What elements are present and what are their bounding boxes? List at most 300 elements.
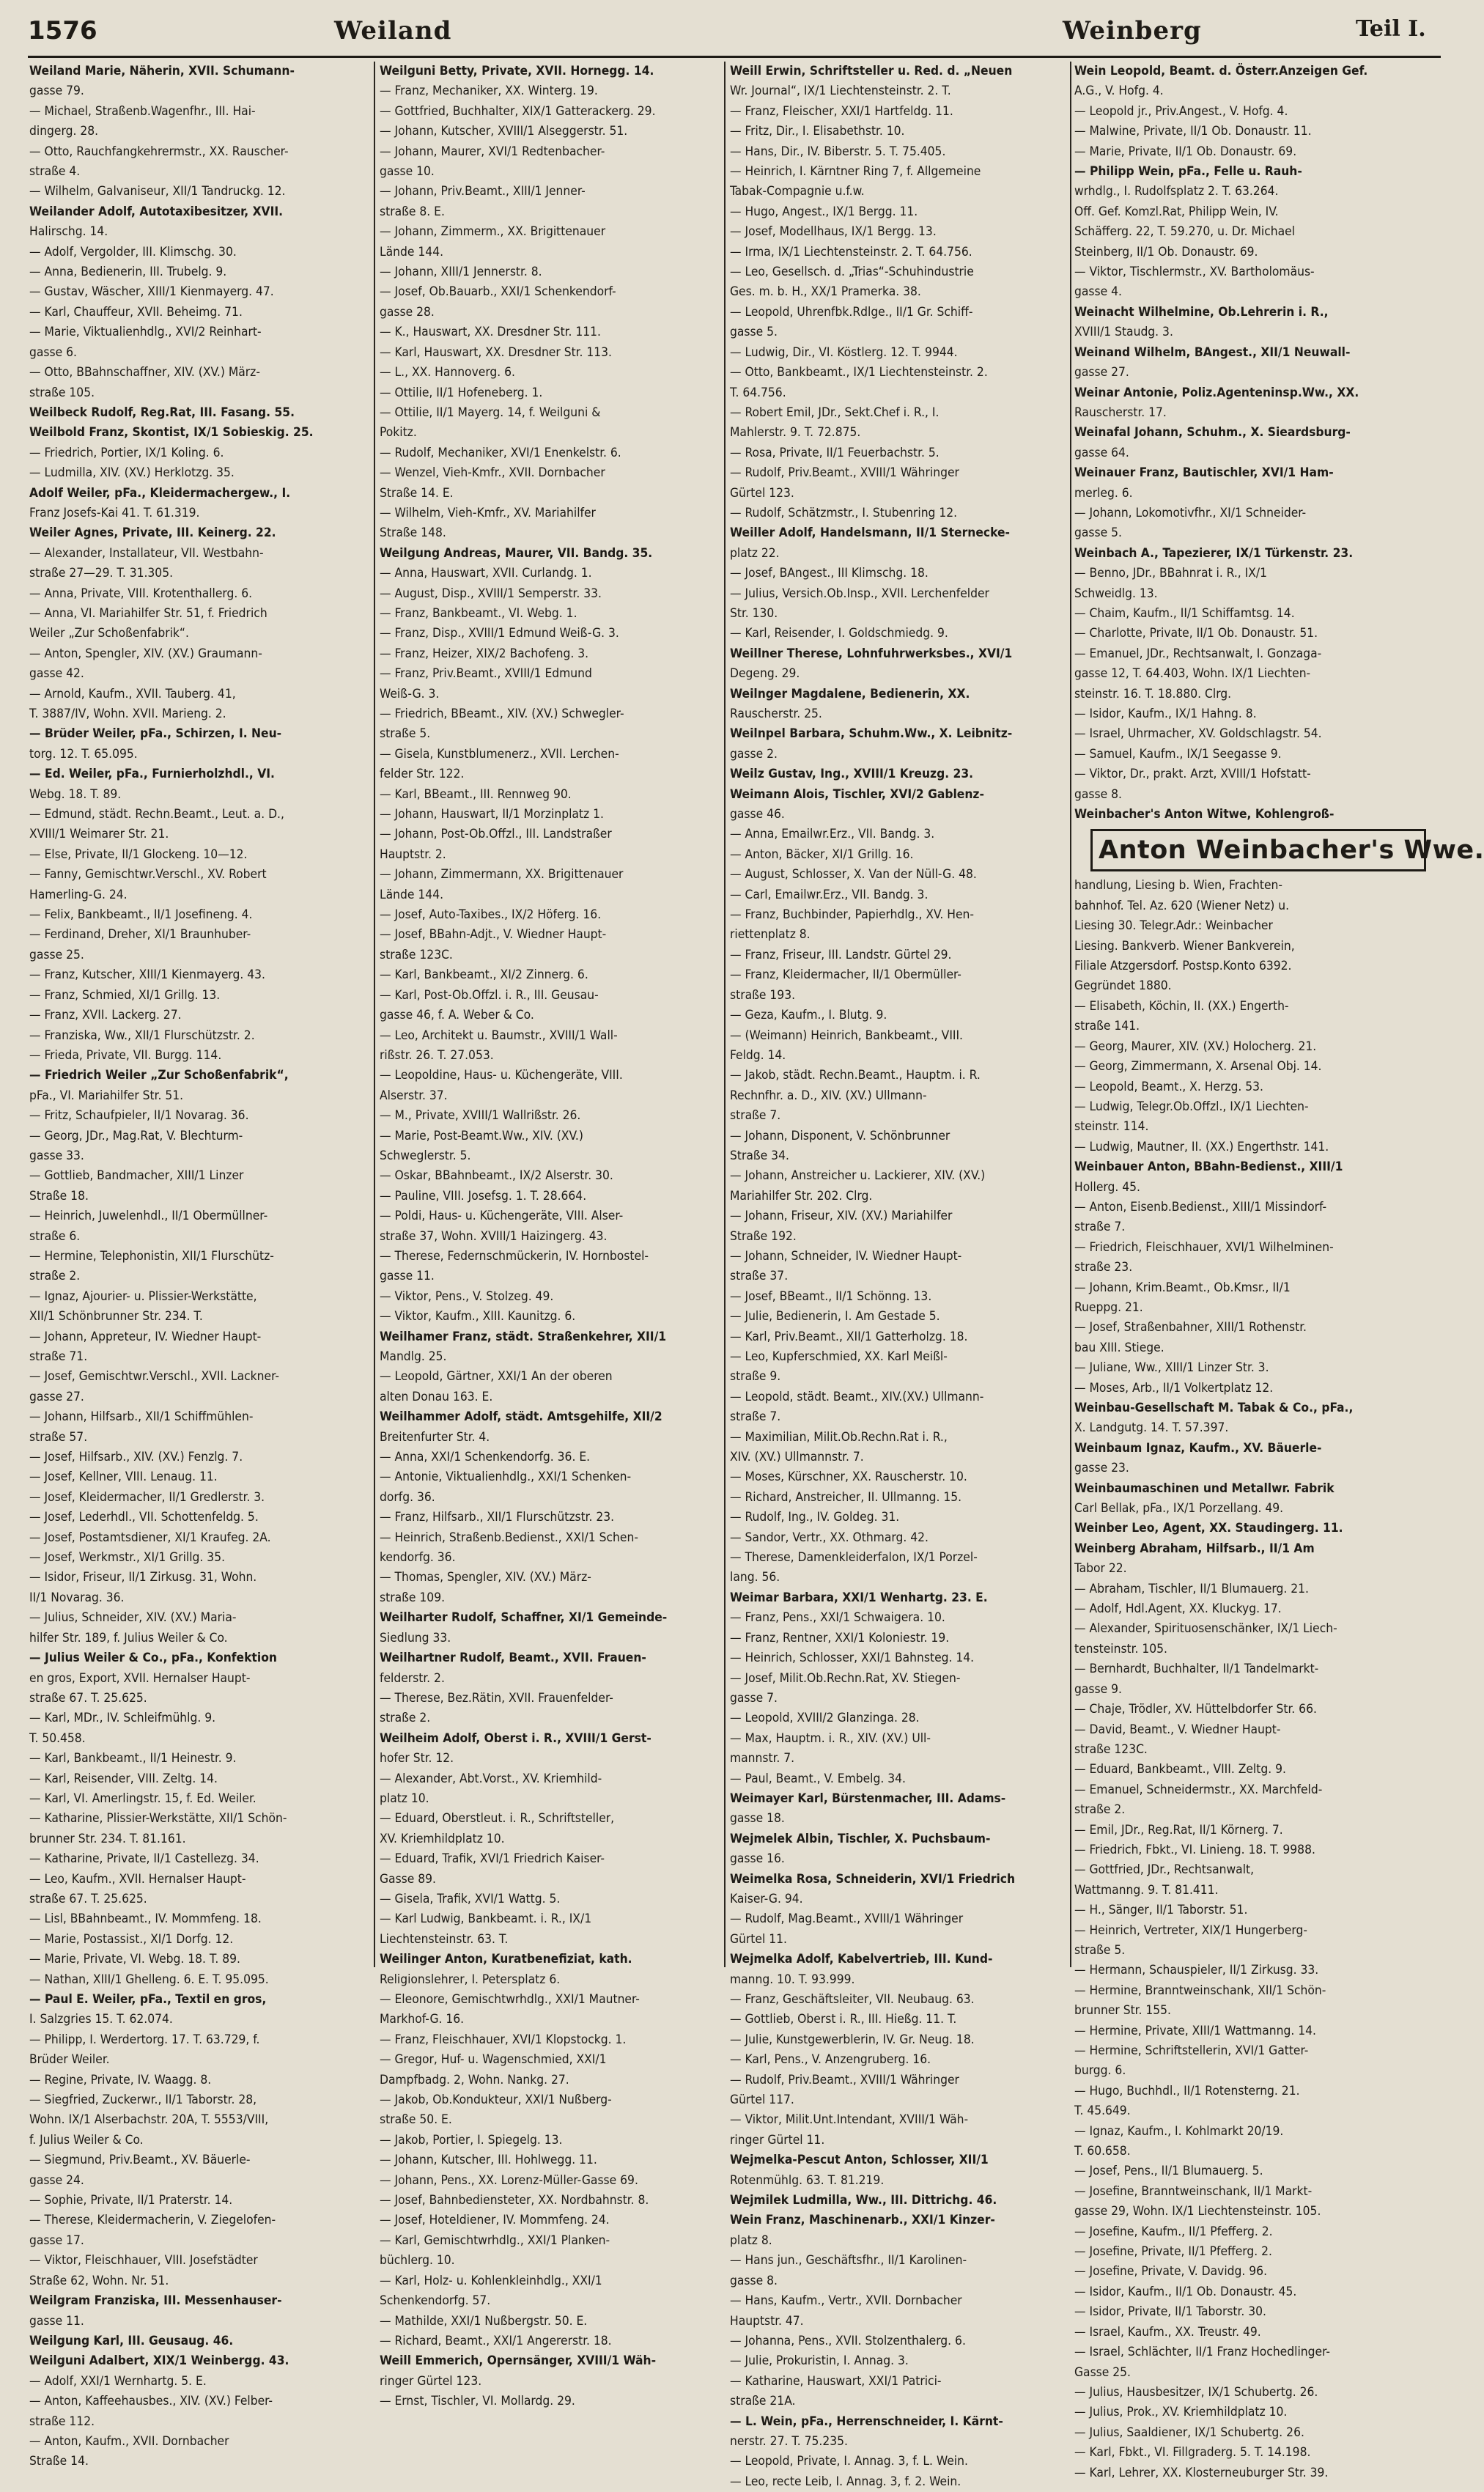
entry-line: — Josef, Gemischtwr.Verschl., XVII. Lackner- <box>29 1369 279 1385</box>
entry-line: Rotenmühlg. 63. T. 81.219. <box>730 2172 885 2188</box>
entry-line: — Anna, VI. Mariahilfer Str. 51, f. Friedrich <box>29 605 267 621</box>
entry-line: gasse 33. <box>29 1148 84 1163</box>
entry-heading-line: Weill Erwin, Schriftsteller u. Red. d. „Neuen <box>730 64 1013 78</box>
entry-line: — Wilhelm, Vieh-Kmfr., XV. Mariahilfer <box>380 505 596 520</box>
entry-line: Hauptstr. 2. <box>380 847 446 862</box>
entry-heading-line: Weilguni Adalbert, XIX/1 Weinbergg. 43. <box>29 2353 289 2369</box>
entry-line: Webg. 18. T. 89. <box>29 786 122 802</box>
entry-line: — Emanuel, Schneidermstr., XX. Marchfeld- <box>1074 1782 1323 1797</box>
entry-line: — Benno, JDr., BBahnrat i. R., IX/1 <box>1074 566 1268 581</box>
entry-line: — Karl, Fbkt., VI. Fillgraderg. 5. T. 14.198. <box>1074 2445 1311 2460</box>
entry-line: — Johanna, Pens., XVII. Stolzenthalerg. 6. <box>730 2333 966 2348</box>
entry-line: — Else, Private, II/1 Glockeng. 10—12. <box>29 847 248 862</box>
entry-line: Weiß-G. 3. <box>380 686 440 701</box>
entry-line: — Adolf, Hdl.Agent, XX. Kluckyg. 17. <box>1074 1601 1282 1617</box>
entry-line: — Karl, Bankbeamt., II/1 Heinestr. 9. <box>29 1751 237 1766</box>
entry-line: — Thomas, Spengler, XIV. (XV.) März- <box>380 1570 591 1585</box>
entry-heading-line: Weiller Adolf, Handelsmann, II/1 Sternecke- <box>730 526 1010 541</box>
entry-heading-line: Weinafal Johann, Schuhm., X. Sieardsburg- <box>1074 425 1351 440</box>
entry-line: — Wilhelm, Galvaniseur, XII/1 Tandruckg. 12. <box>29 184 286 199</box>
entry-line: — Rosa, Private, II/1 Feuerbachstr. 5. <box>730 445 940 460</box>
entry-line: — Josef, Werkmstr., XI/1 Grillg. 35. <box>29 1550 226 1566</box>
entry-line: — Karl, Post-Ob.Offzl. i. R., III. Geusau- <box>380 987 599 1003</box>
entry-line: straße 37. <box>730 1269 789 1284</box>
entry-line: — Franz, Hilfsarb., XII/1 Flurschützstr. 23. <box>380 1510 615 1525</box>
entry-heading-line: Weilgung Andreas, Maurer, VII. Bandg. 35. <box>380 545 653 561</box>
entry-line: — H., Sänger, II/1 Taborstr. 51. <box>1074 1903 1248 1918</box>
entry-line: kendorfg. 36. <box>380 1550 456 1566</box>
entry-heading-line: — Julius Weiler & Co., pFa., Konfektion <box>29 1651 277 1666</box>
entry-line: Kaiser-G. 94. <box>730 1891 803 1906</box>
entry-line: — Katharine, Private, II/1 Castellezg. 34. <box>29 1851 259 1867</box>
entry-line: torg. 12. T. 65.095. <box>29 746 138 762</box>
entry-line: — Eduard, Oberstleut. i. R., Schriftsteller, <box>380 1811 615 1826</box>
entry-line: — Katharine, Plissier-Werkstätte, XII/1 Schön- <box>29 1811 287 1826</box>
entry-line: — Jakob, städt. Rechn.Beamt., Hauptm. i. R. <box>730 1068 981 1083</box>
entry-line: Off. Gef. Komzl.Rat, Philipp Wein, IV. <box>1074 204 1279 219</box>
entry-line: platz 22. <box>730 545 780 561</box>
entry-line: — Karl, Bankbeamt., XI/2 Zinnerg. 6. <box>380 967 588 983</box>
entry-heading-line: Weilhamer Franz, städt. Straßenkehrer, XII/1 <box>380 1329 667 1344</box>
entry-line: — Karl, Priv.Beamt., XII/1 Gatterholzg. 18. <box>730 1329 968 1344</box>
entry-line: — Bernhardt, Buchhalter, II/1 Tandelmarkt- <box>1074 1662 1319 1677</box>
entry-line: gasse 11. <box>380 1269 435 1284</box>
entry-line: gasse 12, T. 64.403, Wohn. IX/1 Liechten- <box>1074 666 1311 682</box>
entry-line: straße 67. T. 25.625. <box>29 1891 147 1906</box>
entry-line: — Johann, Kutscher, XVIII/1 Alseggerstr. 51. <box>380 124 628 139</box>
entry-line: straße 2. <box>380 1711 431 1726</box>
entry-line: Rechnfhr. a. D., XIV. (XV.) Ullmann- <box>730 1088 927 1103</box>
entry-line: Gürtel 117. <box>730 2093 794 2108</box>
entry-line: — Robert Emil, JDr., Sekt.Chef i. R., I. <box>730 405 940 420</box>
entry-line: — Johann, Post-Ob.Offzl., III. Landstraßer <box>380 827 612 842</box>
entry-heading-line: Weilnger Magdalene, Bedienerin, XX. <box>730 686 970 701</box>
entry-line: — Malwine, Private, II/1 Ob. Donaustr. 11. <box>1074 124 1312 139</box>
entry-line: — Hermann, Schauspieler, II/1 Zirkusg. 33. <box>1074 1963 1319 1978</box>
entry-line: — Heinrich, Vertreter, XIX/1 Hungerberg- <box>1074 1923 1307 1938</box>
header-rule <box>28 56 1441 58</box>
entry-line: Brüder Weiler. <box>29 2052 110 2068</box>
entry-line: gasse 10. <box>380 164 435 180</box>
entry-heading-line: Weilgung Karl, III. Geusaug. 46. <box>29 2333 234 2348</box>
entry-line: — Ignaz, Kaufm., I. Kohlmarkt 20/19. <box>1074 2123 1284 2139</box>
entry-line: — Otto, Bankbeamt., IX/1 Liechtensteinstr. 2. <box>730 365 988 380</box>
entry-line: gasse 23. <box>1074 1461 1129 1476</box>
entry-line: — Josef, Hilfsarb., XIV. (XV.) Fenzlg. 7. <box>29 1450 243 1465</box>
page-number: 1576 <box>28 16 97 45</box>
entry-line: straße 2. <box>1074 1802 1126 1818</box>
entry-line: — Julie, Kunstgewerblerin, IV. Gr. Neug. 18. <box>730 2032 975 2047</box>
entry-line: straße 57. <box>29 1429 88 1445</box>
entry-line: büchlerg. 10. <box>380 2253 455 2268</box>
entry-line: — Friedrich, BBeamt., XIV. (XV.) Schwegler- <box>380 707 624 721</box>
entry-line: — Emil, JDr., Reg.Rat, II/1 Körnerg. 7. <box>1074 1822 1283 1837</box>
entry-line: Mandlg. 25. <box>380 1349 447 1364</box>
entry-line: A.G., V. Hofg. 4. <box>1074 84 1164 99</box>
column-4 <box>1074 62 1484 2480</box>
entry-line: — Johann, Appreteur, IV. Wiedner Haupt- <box>29 1329 262 1344</box>
entry-line: gasse 17. <box>29 2233 84 2248</box>
entry-line: Gürtel 11. <box>730 1931 787 1947</box>
entry-line: — Regine, Private, IV. Waagg. 8. <box>29 2072 212 2087</box>
entry-line: — Anna, Private, VIII. Krotenthallerg. 6. <box>29 586 253 601</box>
entry-line: XVIII/1 Weimarer Str. 21. <box>29 827 169 842</box>
entry-line: gasse 29, Wohn. IX/1 Liechtensteinstr. 105. <box>1074 2204 1321 2219</box>
entry-line: — Marie, Private, II/1 Ob. Donaustr. 69. <box>1074 144 1297 159</box>
entry-line: Carl Bellak, pFa., IX/1 Porzellang. 49. <box>1074 1501 1284 1516</box>
entry-heading-line: — Friedrich Weiler „Zur Schoßenfabrik“, <box>29 1068 289 1083</box>
entry-line: — Karl, VI. Amerlingstr. 15, f. Ed. Weiler. <box>29 1791 256 1806</box>
entry-line: — Viktor, Dr., prakt. Arzt, XVIII/1 Hofstatt- <box>1074 767 1311 782</box>
entry-line: — Isidor, Friseur, II/1 Zirkusg. 31, Wohn. <box>29 1570 257 1585</box>
entry-line: T. 60.658. <box>1074 2144 1131 2159</box>
entry-line: Schweidlg. 13. <box>1074 586 1158 601</box>
column-1 <box>29 62 371 2469</box>
entry-line: — Franziska, Ww., XII/1 Flurschützstr. 2. <box>29 1028 255 1043</box>
entry-heading-line: Weinbacher's Anton Witwe, Kohlengroß- <box>1074 807 1335 822</box>
entry-line: straße 112. <box>29 2414 95 2429</box>
entry-heading-line: Weillner Therese, Lohnfuhrwerksbes., XVI/1 <box>730 646 1013 661</box>
entry-line: straße 193. <box>730 987 796 1003</box>
entry-line: — Julius, Versich.Ob.Insp., XVII. Lerchenfelder <box>730 586 989 601</box>
entry-line: gasse 11. <box>29 2313 84 2329</box>
entry-line: — Ottilie, II/1 Hofeneberg. 1. <box>380 385 543 400</box>
entry-line: gasse 9. <box>1074 1681 1122 1697</box>
entry-line: — Georg, Zimmermann, X. Arsenal Obj. 14. <box>1074 1059 1322 1074</box>
entry-line: — Anton, Eisenb.Bedienst., XIII/1 Missindorf- <box>1074 1199 1327 1214</box>
entry-line: — Therese, Kleidermacherin, V. Ziegelofen- <box>29 2213 276 2228</box>
entry-line: — Karl, BBeamt., III. Rennweg 90. <box>380 786 572 802</box>
entry-line: straße 109. <box>380 1590 446 1605</box>
entry-line: — Josef, Auto-Taxibes., IX/2 Höferg. 16. <box>380 907 602 923</box>
entry-line: gasse 16. <box>730 1851 785 1867</box>
entry-line: steinstr. 16. T. 18.880. Clrg. <box>1074 686 1232 701</box>
entry-line: — Josefine, Branntweinschank, II/1 Markt- <box>1074 2183 1313 2199</box>
entry-line: nerstr. 27. T. 75.235. <box>730 2433 848 2449</box>
entry-heading-line: Weilinger Anton, Kuratbenefiziat, kath. <box>380 1952 632 1967</box>
entry-line: Straße 148. <box>380 526 446 541</box>
entry-line: T. 50.458. <box>29 1730 86 1746</box>
entry-line: Halirschg. 14. <box>29 224 108 240</box>
entry-line: — Therese, Bez.Rätin, XVII. Frauenfelder- <box>380 1690 613 1706</box>
entry-line: — L., XX. Hannoverg. 6. <box>380 365 515 380</box>
entry-line: — Israel, Schlächter, II/1 Franz Hochedlinger- <box>1074 2345 1330 2360</box>
entry-line: — Chaim, Kaufm., II/1 Schiffamtsg. 14. <box>1074 605 1295 621</box>
entry-line: dorfg. 36. <box>380 1489 435 1505</box>
column-divider <box>374 62 375 1967</box>
entry-line: — K., Hauswart, XX. Dresdner Str. 111. <box>380 325 601 340</box>
entry-line: — Viktor, Fleischhauer, VIII. Josefstädter <box>29 2253 258 2268</box>
entry-line: gasse 42. <box>29 666 84 682</box>
entry-heading-line: Weinbaum Ignaz, Kaufm., XV. Bäuerle- <box>1074 1440 1322 1456</box>
entry-line: — Eduard, Bankbeamt., VIII. Zeltg. 9. <box>1074 1762 1286 1777</box>
entry-line: XIV. (XV.) Ullmannstr. 7. <box>730 1450 864 1465</box>
entry-line: — Josefine, Kaufm., II/1 Pfefferg. 2. <box>1074 2224 1273 2239</box>
entry-line: — Rudolf, Mechaniker, XVI/1 Enenkelstr. 6. <box>380 445 621 460</box>
entry-line: — Irma, IX/1 Liechtensteinstr. 2. T. 64.756. <box>730 244 972 259</box>
entry-line: straße 7. <box>730 1108 781 1124</box>
entry-heading-line: Wejmilek Ludmilla, Ww., III. Dittrichg. 46. <box>730 2193 997 2208</box>
entry-line: Schweglerstr. 5. <box>380 1148 471 1163</box>
entry-line: — Julius, Schneider, XIV. (XV.) Maria- <box>29 1610 237 1626</box>
entry-line: straße 50. E. <box>380 2112 452 2128</box>
entry-line: straße 9. <box>730 1369 781 1385</box>
entry-line: Straße 14. E. <box>380 485 454 501</box>
entry-line: Pokitz. <box>380 425 417 440</box>
entry-line: — Julius, Prok., XV. Kriemhildplatz 10. <box>1074 2405 1288 2420</box>
entry-line: — Gisela, Kunstblumenerz., XVII. Lerchen- <box>380 746 619 762</box>
entry-line: — Alexander, Installateur, VII. Westbahn- <box>29 545 264 561</box>
entry-line: — Pauline, VIII. Josefsg. 1. T. 28.664. <box>380 1188 587 1203</box>
entry-line: Gürtel 123. <box>730 485 794 501</box>
entry-line: — Julie, Bedienerin, I. Am Gestade 5. <box>730 1309 940 1324</box>
entry-line: — Johann, Krim.Beamt., Ob.Kmsr., II/1 <box>1074 1280 1291 1295</box>
entry-line: platz 10. <box>380 1791 429 1806</box>
entry-line: alten Donau 163. E. <box>380 1389 493 1404</box>
entry-line: — Hugo, Buchhdl., II/1 Rotensterng. 21. <box>1074 2083 1300 2098</box>
entry-line: — Moses, Arb., II/1 Volkertplatz 12. <box>1074 1380 1274 1396</box>
entry-line: — Johann, Pens., XX. Lorenz-Müller-Gasse 69. <box>380 2172 638 2188</box>
entry-line: Dampfbadg. 2, Wohn. Nankg. 27. <box>380 2072 569 2087</box>
entry-heading-line: — Brüder Weiler, pFa., Schirzen, I. Neu- <box>29 726 282 742</box>
entry-line: — Leo, Architekt u. Baumstr., XVIII/1 Wall- <box>380 1028 618 1043</box>
entry-line: — Josef, Kellner, VIII. Lenaug. 11. <box>29 1470 218 1485</box>
entry-line: Degeng. 29. <box>730 666 800 682</box>
advertisement-box: Anton Weinbacher's Wwe. <box>1090 829 1426 871</box>
entry-heading-line: — Paul E. Weiler, pFa., Textil en gros, <box>29 1992 267 2007</box>
entry-line: gasse 18. <box>730 1811 785 1826</box>
entry-line: — Josefine, Private, V. Davidg. 96. <box>1074 2264 1268 2279</box>
entry-line: Mahlerstr. 9. T. 72.875. <box>730 425 861 440</box>
entry-line: — Ludwig, Telegr.Ob.Offzl., IX/1 Liechten- <box>1074 1099 1309 1114</box>
entry-heading-line: Weinauer Franz, Bautischler, XVI/1 Ham- <box>1074 465 1334 481</box>
entry-line: — Fanny, Gemischtwr.Verschl., XV. Robert <box>29 867 267 882</box>
entry-line: — Max, Hauptm. i. R., XIV. (XV.) Ull- <box>730 1730 931 1746</box>
entry-line: — Franz, Kleidermacher, II/1 Obermüller- <box>730 967 961 983</box>
entry-heading-line: Weinbauer Anton, BBahn-Bedienst., XIII/1 <box>1074 1160 1343 1175</box>
entry-line: — Georg, Maurer, XIV. (XV.) Holocherg. 21. <box>1074 1039 1317 1054</box>
entry-line: — Josef, Straßenbahner, XIII/1 Rothenstr. <box>1074 1320 1307 1335</box>
entry-line: felder Str. 122. <box>380 767 465 782</box>
entry-line: — Franz, Schmied, XI/1 Grillg. 13. <box>29 987 221 1003</box>
entry-line: — Fritz, Dir., I. Elisabethstr. 10. <box>730 124 905 139</box>
entry-line: — Karl, Pens., V. Anzengruberg. 16. <box>730 2052 931 2068</box>
entry-line: — Franz, Disp., XVIII/1 Edmund Weiß-G. 3. <box>380 626 619 641</box>
entry-line: — August, Disp., XVIII/1 Semperstr. 33. <box>380 586 602 601</box>
entry-line: — Friedrich, Fleischhauer, XVI/1 Wilhelminen- <box>1074 1239 1334 1255</box>
entry-line: Rueppg. 21. <box>1074 1300 1143 1315</box>
entry-line: ringer Gürtel 11. <box>730 2132 825 2148</box>
entry-line: Schenkendorfg. 57. <box>380 2293 491 2309</box>
column-3 <box>730 62 1071 2489</box>
entry-line: — Marie, Post-Beamt.Ww., XIV. (XV.) <box>380 1128 583 1143</box>
entry-line: — Hans, Dir., IV. Biberstr. 5. T. 75.405. <box>730 144 946 159</box>
entry-heading-line: Wejmelek Albin, Tischler, X. Puchsbaum- <box>730 1831 991 1846</box>
entry-line: — Ludwig, Mautner, II. (XX.) Engerthstr. 141. <box>1074 1139 1329 1154</box>
entry-line: gasse 64. <box>1074 445 1129 460</box>
entry-line: — Rudolf, Mag.Beamt., XVIII/1 Währinger <box>730 1912 964 1927</box>
entry-line: — Sophie, Private, II/1 Praterstr. 14. <box>29 2193 233 2208</box>
entry-line: gasse 7. <box>730 1690 778 1706</box>
entry-line: — Gottfried, JDr., Rechtsanwalt, <box>1074 1862 1255 1878</box>
entry-line: gasse 5. <box>730 325 778 340</box>
entry-line: Str. 130. <box>730 605 778 621</box>
entry-line: — Viktor, Pens., V. Stolzeg. 49. <box>380 1289 554 1304</box>
entry-line: — Antonie, Viktualienhdlg., XXI/1 Schenken- <box>380 1470 632 1485</box>
entry-heading-line: Wein Leopold, Beamt. d. Österr.Anzeigen Gef. <box>1074 64 1368 78</box>
entry-line: Feldg. 14. <box>730 1047 786 1063</box>
entry-line: bau XIII. Stiege. <box>1074 1340 1164 1355</box>
entry-line: — Maximilian, Milit.Ob.Rechn.Rat i. R., <box>730 1429 948 1445</box>
entry-line: — Friedrich, Fbkt., VI. Linieng. 18. T. 9988. <box>1074 1842 1315 1857</box>
entry-line: straße 67. T. 25.625. <box>29 1690 147 1706</box>
entry-line: — Charlotte, Private, II/1 Ob. Donaustr. 51. <box>1074 626 1318 641</box>
entry-line: — Jakob, Portier, I. Spiegelg. 13. <box>380 2132 563 2148</box>
entry-line: — Paul, Beamt., V. Embelg. 34. <box>730 1771 906 1786</box>
entry-line: — Oskar, BBahnbeamt., IX/2 Alserstr. 30. <box>380 1168 613 1184</box>
entry-heading-line: Wejmelka-Pescut Anton, Schlosser, XII/1 <box>730 2153 989 2168</box>
entry-line: — Chaje, Trödler, XV. Hüttelbdorfer Str. 66. <box>1074 1702 1317 1717</box>
entry-line: — Edmund, städt. Rechn.Beamt., Leut. a. D., <box>29 807 284 822</box>
entry-line: Filiale Atzgersdorf. Postsp.Konto 6392. <box>1074 959 1292 974</box>
entry-line: — Julius, Hausbesitzer, IX/1 Schubertg. 26. <box>1074 2384 1318 2400</box>
entry-line: — Alexander, Spirituosenschänker, IX/1 Liech- <box>1074 1621 1337 1637</box>
entry-line: — Anton, Kaffeehausbes., XIV. (XV.) Felber- <box>29 2394 273 2409</box>
entry-line: — Leo, recte Leib, I. Annag. 3, f. 2. Wein. <box>730 2474 961 2489</box>
entry-line: straße 123C. <box>380 947 453 962</box>
entry-heading-line: Weinacht Wilhelmine, Ob.Lehrerin i. R., <box>1074 304 1329 320</box>
entry-line: — Rudolf, Schätzmstr., I. Stubenring 12. <box>730 505 958 520</box>
entry-line: — Hermine, Private, XIII/1 Wattmanng. 14. <box>1074 2023 1316 2038</box>
entry-line: — Anton, Spengler, XIV. (XV.) Graumann- <box>29 646 262 661</box>
entry-heading-line: Weilbeck Rudolf, Reg.Rat, III. Fasang. 55. <box>29 405 295 420</box>
entry-line: Tabak-Compagnie u.f.w. <box>730 184 865 199</box>
entry-line: — Franz, Priv.Beamt., XVIII/1 Edmund <box>380 666 592 682</box>
entry-line: — Philipp, I. Werdertorg. 17. T. 63.729, f. <box>29 2032 260 2047</box>
entry-line: — Eleonore, Gemischtwrhdlg., XXI/1 Mautner- <box>380 1992 640 2007</box>
entry-heading-line: Weinber Leo, Agent, XX. Staudingerg. 11. <box>1074 1521 1343 1536</box>
entry-line: — Gustav, Wäscher, XIII/1 Kienmayerg. 47. <box>29 284 274 300</box>
entry-line: Steinberg, II/1 Ob. Donaustr. 69. <box>1074 244 1258 259</box>
entry-line: — Ignaz, Ajourier- u. Plissier-Werkstätte, <box>29 1289 257 1304</box>
entry-line: — Karl, Gemischtwrhdlg., XXI/1 Planken- <box>380 2233 610 2248</box>
entry-line: — Frieda, Private, VII. Burgg. 114. <box>29 1047 222 1063</box>
entry-heading-line: Weill Emmerich, Opernsänger, XVIII/1 Wäh- <box>380 2353 657 2369</box>
entry-line: — Israel, Kaufm., XX. Treustr. 49. <box>1074 2324 1261 2340</box>
entry-line: Straße 34. <box>730 1148 789 1163</box>
entry-line: — Johann, Kutscher, III. Hohlwegg. 11. <box>380 2153 597 2168</box>
entry-line: — Josef, BBahn-Adjt., V. Wiedner Haupt- <box>380 927 607 943</box>
entry-line: — Leo, Kaufm., XVII. Hernalser Haupt- <box>29 1871 246 1887</box>
entry-line: II/1 Novarag. 36. <box>29 1590 125 1605</box>
entry-line: T. 45.649. <box>1074 2104 1131 2119</box>
entry-heading-line: Weimar Barbara, XXI/1 Wenhartg. 23. E. <box>730 1590 988 1605</box>
entry-line: — Karl, Chauffeur, XVII. Beheimg. 71. <box>29 304 243 320</box>
entry-line: brunner Str. 234. T. 81.161. <box>29 1831 186 1846</box>
entry-line: — Franz, Mechaniker, XX. Winterg. 19. <box>380 84 598 99</box>
entry-heading-line: Weilhartner Rudolf, Beamt., XVII. Frauen- <box>380 1651 646 1666</box>
entry-heading-line: Wein Franz, Maschinenarb., XXI/1 Kinzer- <box>730 2213 995 2228</box>
entry-line: — Siegfried, Zuckerwr., II/1 Taborstr. 28, <box>29 2093 257 2108</box>
entry-line: — Abraham, Tischler, II/1 Blumauerg. 21. <box>1074 1581 1309 1596</box>
entry-line: straße 23. <box>1074 1260 1133 1275</box>
entry-line: mannstr. 7. <box>730 1751 795 1766</box>
entry-heading-line: Weilhammer Adolf, städt. Amtsgehilfe, XII/2 <box>380 1409 662 1425</box>
entry-heading-line: Weinberg Abraham, Hilfsarb., II/1 Am <box>1074 1541 1315 1556</box>
entry-line: ringer Gürtel 123. <box>380 2373 482 2389</box>
entry-line: — Josef, Milit.Ob.Rechn.Rat, XV. Stiegen- <box>730 1670 961 1686</box>
entry-line: straße 27—29. T. 31.305. <box>29 566 174 581</box>
entry-line: — Gisela, Trafik, XVI/1 Wattg. 5. <box>380 1891 561 1906</box>
entry-line: gasse 27. <box>29 1389 84 1404</box>
entry-heading-line: Weilz Gustav, Ing., XVIII/1 Kreuzg. 23. <box>730 767 974 782</box>
entry-line: riettenplatz 8. <box>730 927 811 943</box>
entry-line: — Marie, Viktualienhdlg., XVI/2 Reinhart- <box>29 325 262 340</box>
entry-line: — Siegmund, Priv.Beamt., XV. Bäuerle- <box>29 2153 251 2168</box>
right-running-head: Weinberg <box>1063 16 1202 45</box>
entry-line: hilfer Str. 189, f. Julius Weiler & Co. <box>29 1630 228 1645</box>
entry-line: Alserstr. 37. <box>380 1088 448 1103</box>
entry-heading-line: Weilharter Rudolf, Schaffner, XI/1 Gemeinde- <box>380 1610 668 1626</box>
entry-line: Religionslehrer, I. Petersplatz 6. <box>380 1972 561 1987</box>
entry-line: — M., Private, XVIII/1 Wallrißstr. 26. <box>380 1108 581 1124</box>
entry-line: gasse 46, f. A. Weber & Co. <box>380 1008 534 1023</box>
entry-line: — Josef, Postamtsdiener, XI/1 Kraufeg. 2A. <box>29 1530 271 1545</box>
entry-line: — Georg, JDr., Mag.Rat, V. Blechturm- <box>29 1128 243 1143</box>
entry-line: — Carl, Emailwr.Erz., VII. Bandg. 3. <box>730 887 929 902</box>
entry-heading-line: Weilbold Franz, Skontist, IX/1 Sobieskig. 25. <box>29 425 314 440</box>
entry-line: — Leo, Gesellsch. d. „Trias“-Schuhindustrie <box>730 265 974 280</box>
entry-heading-line: Weilgram Franziska, III. Messenhauser- <box>29 2293 282 2309</box>
entry-line: tensteinstr. 105. <box>1074 1641 1167 1656</box>
entry-line: — Gottlieb, Bandmacher, XIII/1 Linzer <box>29 1168 244 1184</box>
entry-line: — Franz, Rentner, XXI/1 Koloniestr. 19. <box>730 1630 950 1645</box>
entry-line: — Karl, Lehrer, XX. Klosterneuburger Str. 39. <box>1074 2465 1329 2480</box>
entry-line: Straße 62, Wohn. Nr. 51. <box>29 2273 169 2288</box>
entry-line: — Hermine, Schriftstellerin, XVI/1 Gatter- <box>1074 2043 1309 2058</box>
entry-line: — Nathan, XIII/1 Ghelleng. 6. E. T. 95.095. <box>29 1972 269 1987</box>
entry-line: — Anna, Emailwr.Erz., VII. Bandg. 3. <box>730 827 935 842</box>
entry-heading-line: — L. Wein, pFa., Herrenschneider, I. Kärnt- <box>730 2414 1003 2429</box>
entry-line: — Leopoldine, Haus- u. Küchengeräte, VIII. <box>380 1068 623 1083</box>
entry-line: — Marie, Private, VI. Webg. 18. T. 89. <box>29 1952 240 1967</box>
entry-line: gasse 4. <box>1074 284 1122 300</box>
entry-line: T. 64.756. <box>730 385 786 400</box>
entry-line: — Leopold, Private, I. Annag. 3, f. L. Wein. <box>730 2454 968 2469</box>
entry-line: platz 8. <box>730 2233 772 2248</box>
entry-heading-line: Wejmelka Adolf, Kabelvertrieb, III. Kund- <box>730 1952 993 1967</box>
entry-line: merleg. 6. <box>1074 485 1133 501</box>
entry-line: bahnhof. Tel. Az. 620 (Wiener Netz) u. <box>1074 898 1290 913</box>
entry-line: straße 71. <box>29 1349 88 1364</box>
entry-line: steinstr. 114. <box>1074 1119 1149 1135</box>
entry-line: Rauscherstr. 25. <box>730 707 822 721</box>
entry-line: — Franz, Pens., XXI/1 Schwaigera. 10. <box>730 1610 945 1626</box>
entry-heading-line: Weilnpel Barbara, Schuhm.Ww., X. Leibnitz- <box>730 726 1013 742</box>
entry-line: — Richard, Anstreicher, II. Ullmanng. 15. <box>730 1489 962 1505</box>
entry-line: brunner Str. 155. <box>1074 2003 1171 2019</box>
entry-line: — Julie, Prokuristin, I. Annag. 3. <box>730 2353 909 2369</box>
entry-line: lang. 56. <box>730 1570 780 1585</box>
entry-line: Liesing. Bankverb. Wiener Bankverein, <box>1074 938 1295 954</box>
entry-line: — Ferdinand, Dreher, XI/1 Braunhuber- <box>29 927 251 943</box>
entry-line: Schäfferg. 22, T. 59.270, u. Dr. Michael <box>1074 224 1296 240</box>
entry-heading-line: Weinbach A., Tapezierer, IX/1 Türkenstr. 23. <box>1074 545 1354 561</box>
entry-line: — Ludwig, Dir., VI. Köstlerg. 12. T. 9944. <box>730 344 958 360</box>
entry-line: — Franz, XVII. Lackerg. 27. <box>29 1008 182 1023</box>
entry-line: gasse 6. <box>29 344 77 360</box>
entry-line: Liesing 30. Telegr.Adr.: Weinbacher <box>1074 918 1273 934</box>
